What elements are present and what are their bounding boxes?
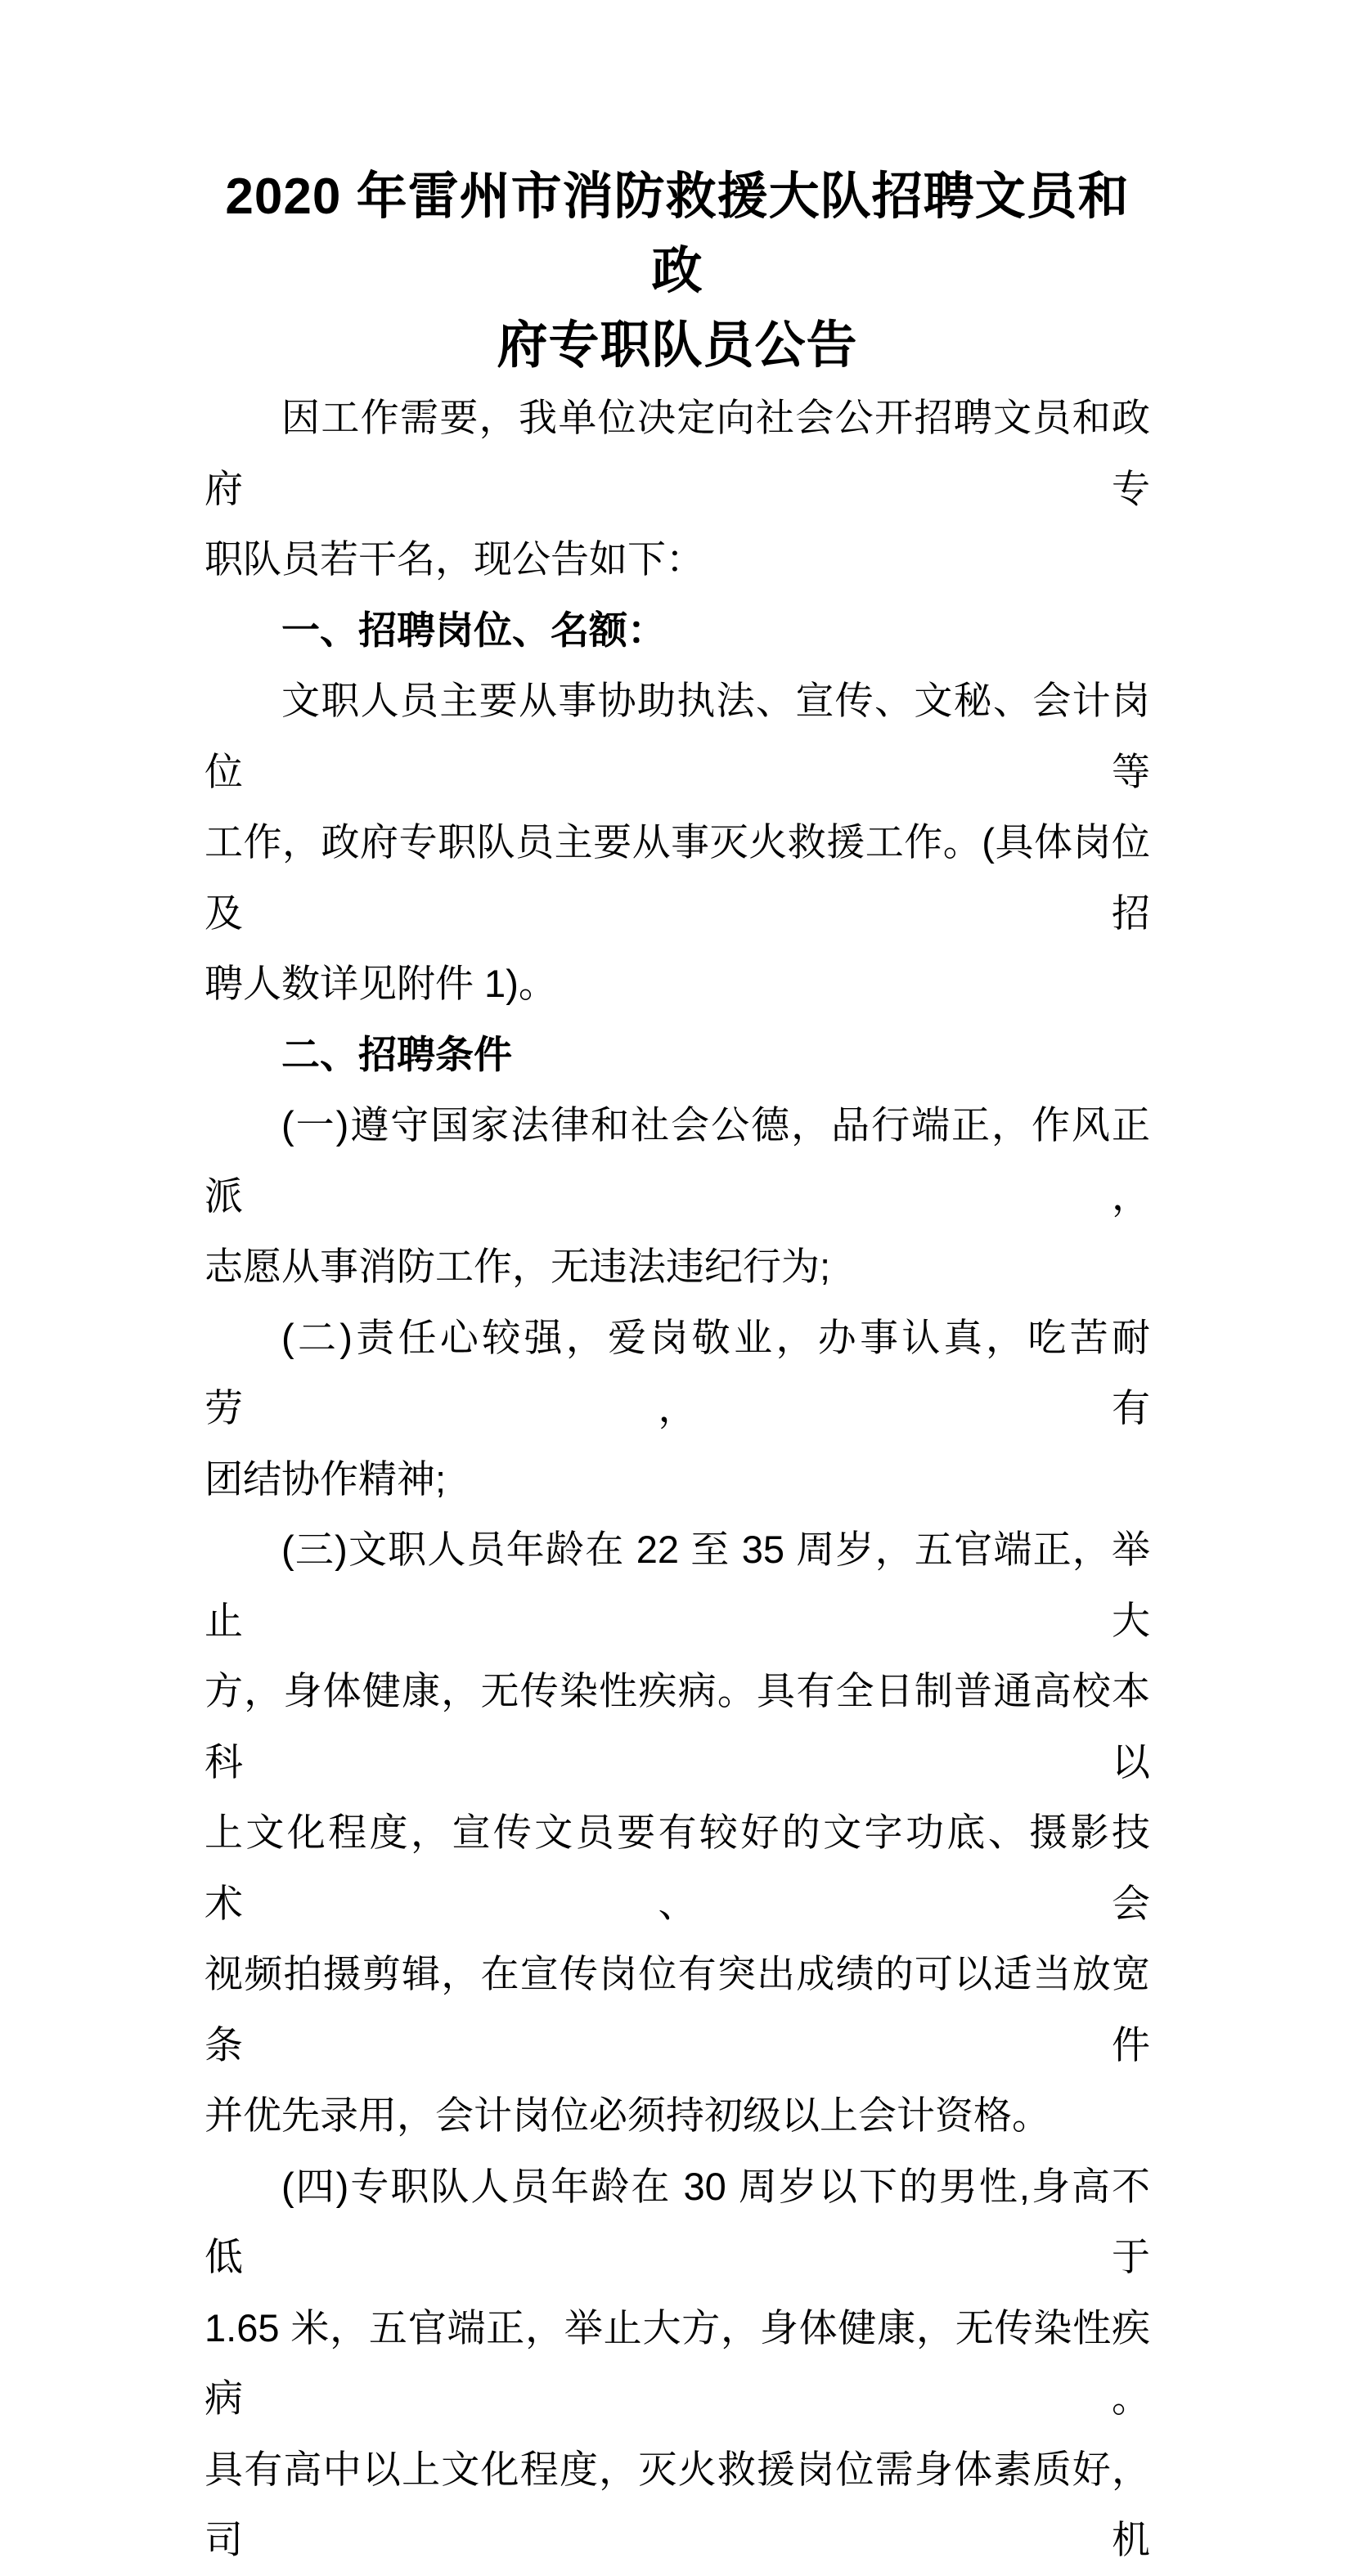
document-title xyxy=(205,159,1150,383)
body-line: 团结协作精神; xyxy=(205,1456,447,1501)
body-line: 并优先录用，会计岗位必须持初级以上会计资格。 xyxy=(205,2094,1050,2137)
body-line: 因工作需要，我单位决定向社会公开招聘文员和政府专 xyxy=(205,396,1150,510)
section-heading: 二、招聘条件 xyxy=(281,1032,512,1076)
body-line: 具有高中以上文化程度，灭火救援岗位需身体素质好，司机 xyxy=(205,2447,1150,2561)
body-line: (三)文职人员年龄在 22 至 35 周岁，五官端正，举止大 xyxy=(205,1528,1150,1642)
section-heading: 一、招聘岗位、名额： xyxy=(281,608,666,652)
body-line: 工作，政府专职队员主要从事灭火救援工作。(具体岗位及招 xyxy=(205,820,1150,935)
body-line: 上文化程度，宣传文员要有较好的文字功底、摄影技术、会 xyxy=(205,1811,1150,1925)
body-line: (四)专职队人员年龄在 30 周岁以下的男性,身高不低于 xyxy=(205,2164,1150,2278)
body-line: (二)责任心较强，爱岗敬业，办事认真，吃苦耐劳，有 xyxy=(205,1315,1150,1429)
body-line: 方，身体健康，无传染性疾病。具有全日制普通高校本科以 xyxy=(205,1669,1150,1784)
body-line: 1.65 米，五官端正，举止大方，身体健康，无传染性疾病。 xyxy=(205,2305,1150,2420)
document-title-line-1: 2020 年雷州市消防救援大队招聘文员和政 xyxy=(225,168,1130,299)
body-line: 视频拍摄剪辑，在宣传岗位有突出成绩的可以适当放宽条件 xyxy=(205,1952,1150,2067)
body-line: 职队员若干名，现公告如下： xyxy=(205,537,704,581)
body-line: 文职人员主要从事协助执法、宣传、文秘、会计岗位等 xyxy=(205,679,1150,793)
document-title-line-2: 府专职队员公告 xyxy=(497,317,858,374)
document-body xyxy=(205,383,1150,2576)
body-line: 聘人数详见附件 1)。 xyxy=(205,962,557,1005)
body-line: 志愿从事消防工作，无违法违纪行为; xyxy=(205,1245,831,1288)
body-line: (一)遵守国家法律和社会公德，品行端正，作风正派， xyxy=(205,1103,1150,1218)
